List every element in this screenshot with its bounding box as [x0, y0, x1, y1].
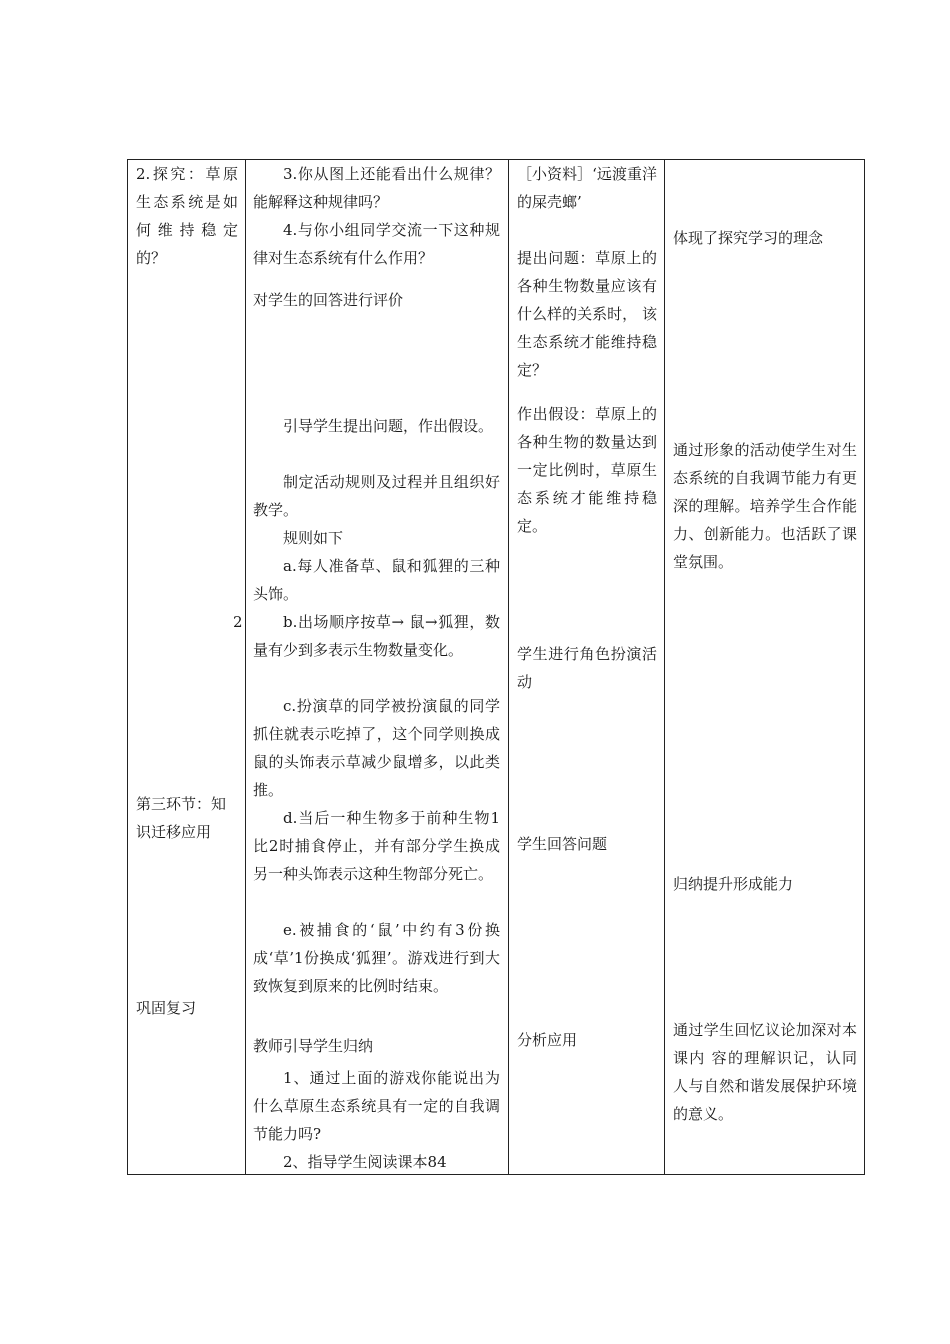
question-text: 提出问题：草原上的各种生物数量应该有什么样的关系时， 该生态系统才能维持稳定？ — [517, 249, 657, 379]
summary-question-1: 1、通过上面的游戏你能说出为什么草原生态系统具有一定的自我调节能力吗? — [253, 1069, 500, 1143]
guide-text: 引导学生提出问题，作出假设。 — [283, 417, 494, 435]
hypothesis-text: 作出假设：草原上的各种生物的数量达到一定比例时，草原生态系统才能维持稳定。 — [517, 405, 657, 535]
summarize-text: 归纳提升形成能力 — [673, 875, 794, 893]
rule-b-number: 2 — [233, 613, 243, 631]
lesson-plan-table — [127, 159, 865, 1175]
inquiry-text: 体现了探究学习的理念 — [673, 229, 824, 247]
evaluate-text: 对学生的回答进行评价 — [253, 291, 404, 309]
rules-setup-text: 制定活动规则及过程并且组织好教学。 — [253, 473, 500, 519]
stage-review: 巩固复习 — [136, 999, 197, 1017]
column-teaching-stage — [128, 160, 246, 1175]
summary-question-2: 2、指导学生阅读课本84 — [283, 1153, 447, 1171]
activity-text: 通过形象的活动使学生对生态系统的自我调节能力有更深的理解。培养学生合作能力、创新能力。也活跃了课堂氛围。 — [673, 441, 857, 571]
column-teacher-activity — [233, 160, 509, 1175]
summary-intro: 教师引导学生归纳 — [253, 1037, 374, 1055]
answer-text: 学生回答问题 — [517, 835, 608, 853]
rules-title: 规则如下 — [283, 529, 344, 547]
table-row — [128, 160, 865, 1175]
rule-d: d.当后一种生物多于前种生物1比2时捕食停止，并有部分学生换成另一种头饰表示这种生物部分死亡。 — [253, 809, 500, 883]
apply-text: 分析应用 — [517, 1031, 578, 1049]
column-student-activity — [509, 160, 665, 1175]
rule-e: e.被捕食的‘鼠’中约有3份换成‘草’1份换成‘狐狸’。游戏进行到大致恢复到原来的比例时结束。 — [253, 921, 500, 995]
stage-explore: 2.探究：草原生态系统是如何维持稳定的？ — [136, 165, 238, 267]
question-3: 3.你从图上还能看出什么规律？能解释这种规律吗？ — [253, 165, 500, 211]
column-design-intent — [665, 160, 865, 1175]
rule-c: c.扮演草的同学被扮演鼠的同学抓住就表示吃掉了，这个同学则换成鼠的头饰表示草减少鼠增多，以此类推。 — [253, 697, 500, 799]
material-text: ［小资料］‘远渡重洋的屎壳螂’ — [517, 165, 657, 211]
question-4: 4.与你小组同学交流一下这种规律对生态系统有什么作用？ — [253, 221, 500, 267]
rule-a: a.每人准备草、鼠和狐狸的三种头饰。 — [253, 557, 500, 603]
rule-b: b.出场顺序按草→ 鼠→狐狸，数量有少到多表示生物数量变化。 — [253, 613, 500, 659]
recall-text: 通过学生回忆议论加深对本课内 容的理解识记，认同人与自然和谐发展保护环境的意义。 — [673, 1021, 857, 1123]
stage-knowledge-transfer: 第三环节：知识迁移应用 — [136, 795, 227, 841]
roleplay-text: 学生进行角色扮演活动 — [517, 645, 657, 691]
